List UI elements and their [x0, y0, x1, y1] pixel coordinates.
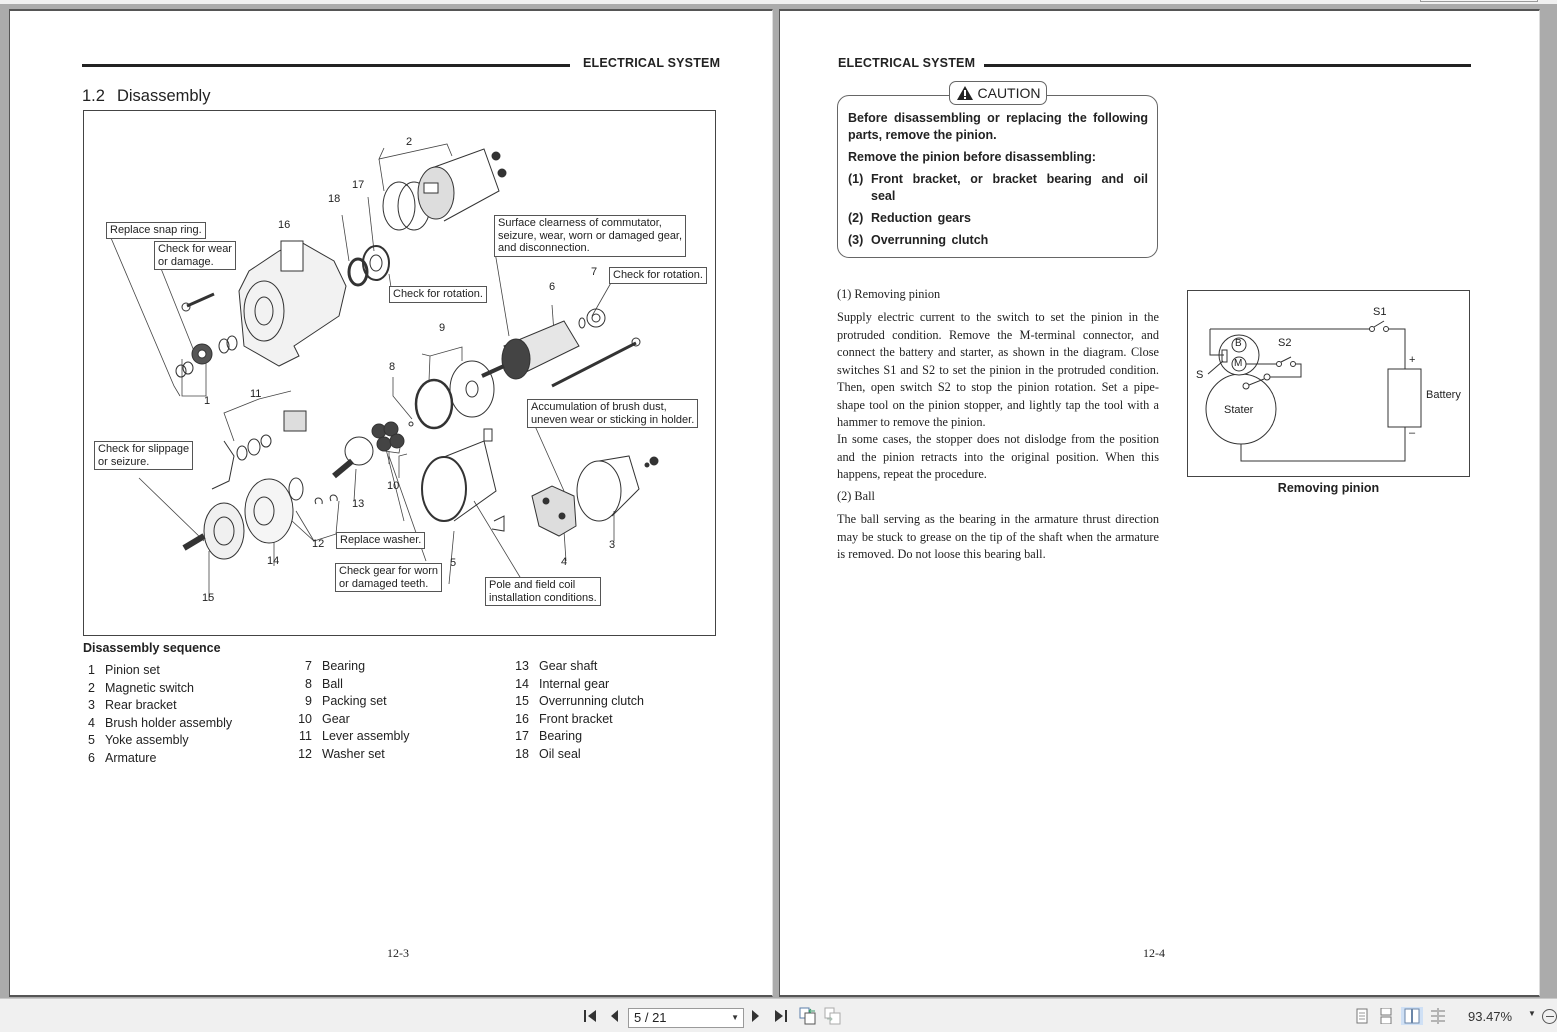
sequence-item: 10 Gear — [298, 711, 350, 726]
starter-exploded-drawing — [84, 111, 717, 637]
s1-contact — [1370, 327, 1375, 332]
callout-commutator: Surface clearness of commutator, seizure, wear, worn or damaged gear, and disconnection. — [494, 215, 686, 257]
sequence-item: 5 Yoke assembly — [88, 733, 189, 747]
continuous-facing-view-button[interactable] — [1428, 1007, 1448, 1025]
part-number-13: 13 — [352, 498, 365, 510]
zoom-level[interactable]: 93.47% — [1468, 1009, 1513, 1024]
s2-contact — [1291, 362, 1296, 367]
yoke-drawing — [422, 429, 504, 531]
page-number: 12-3 — [387, 946, 409, 960]
callout-check-gear: Check gear for worn or damaged teeth. — [335, 563, 442, 592]
figure-caption: Removing pinion — [1277, 481, 1380, 495]
page-12-3 — [9, 9, 773, 997]
part-number-12: 12 — [312, 538, 325, 550]
part-number-8: 8 — [389, 361, 396, 373]
label-s: S — [1196, 369, 1204, 381]
section-title: Disassembly — [116, 87, 211, 105]
caution-lead: Remove the pinion before disassembling: — [848, 150, 1096, 164]
sequence-item: 13 Gear shaft — [515, 659, 598, 673]
sequence-item: 16 Front bracket — [515, 711, 613, 726]
part-number-3: 3 — [609, 539, 616, 551]
single-page-icon — [1355, 1008, 1369, 1024]
section-number: 1.2 — [82, 87, 105, 105]
label-b: B — [1235, 338, 1242, 349]
go-back-icon — [799, 1007, 817, 1025]
part-number-14: 14 — [267, 555, 280, 567]
document-viewport[interactable] — [0, 4, 1557, 998]
part-number-17: 17 — [352, 179, 365, 191]
sequence-item: 7 Bearing — [305, 659, 366, 673]
label-plus: + — [1409, 354, 1416, 366]
step-1-heading: (1) Removing pinion — [837, 287, 941, 301]
running-header: ELECTRICAL SYSTEM — [583, 56, 721, 70]
magnetic-switch-drawing — [383, 149, 506, 230]
part-number-18: 18 — [328, 193, 341, 205]
step-2-text: The ball serving as the bearing in the armature thrust direction may be stuck to grease on the tip of the shaft when the armature is removed. Do not loose this bearing ball. — [837, 512, 1159, 561]
previous-page-icon — [608, 1009, 620, 1023]
sequence-title: Disassembly sequence — [83, 641, 221, 655]
continuous-facing-icon — [1430, 1008, 1446, 1024]
s1-to-battery — [1388, 329, 1405, 369]
warning-triangle-icon — [956, 85, 974, 101]
single-page-view-button[interactable] — [1352, 1007, 1372, 1025]
caution-item: (1) Front bracket, or bracket bearing and oil seal — [848, 172, 1148, 203]
continuous-page-icon — [1379, 1008, 1393, 1024]
caution-label: CAUTION — [949, 81, 1047, 105]
callout-check-wear: Check for wear or damage. — [154, 241, 236, 270]
s1-switch-blade — [1374, 321, 1384, 327]
front-bracket-drawing — [239, 241, 346, 366]
sequence-item: 12 Washer set — [298, 746, 385, 761]
callout-check-rotation-17: Check for rotation. — [389, 286, 487, 303]
caution-body — [848, 110, 1148, 254]
s2-contact — [1277, 362, 1282, 367]
callout-pole-field-coil: Pole and field coil installation conditions. — [485, 577, 601, 606]
zoom-out-icon[interactable] — [1542, 1009, 1557, 1024]
part-number-11: 11 — [250, 388, 262, 400]
rear-bracket-drawing — [577, 456, 658, 521]
battery-symbol — [1388, 369, 1421, 427]
label-s1: S1 — [1373, 306, 1387, 318]
sequence-item: 1 Pinion set — [88, 663, 160, 677]
caution-intro: Before disassembling or replacing the following parts, remove the pinion. — [848, 111, 1148, 142]
bolt-drawing — [187, 294, 214, 306]
part-number-1: 1 — [204, 395, 211, 407]
zoom-dropdown-icon[interactable]: ▼ — [1528, 1009, 1536, 1018]
part-number-15: 15 — [202, 592, 215, 604]
bearing-17-drawing — [363, 246, 389, 280]
sequence-item: 17 Bearing — [515, 729, 583, 743]
facing-view-button[interactable] — [1401, 1007, 1423, 1025]
wiring-schematic — [1188, 291, 1471, 478]
sequence-item: 6 Armature — [88, 750, 157, 765]
sequence-column-1 — [75, 663, 232, 768]
page-12-4 — [779, 9, 1540, 997]
part-number-16: 16 — [278, 219, 291, 231]
callout-replace-washer: Replace washer. — [336, 532, 425, 549]
label-s2: S2 — [1278, 337, 1292, 349]
callout-check-rotation-7: Check for rotation. — [609, 267, 707, 284]
pinion-drawing — [176, 336, 237, 377]
sequence-item: 4 Brush holder assembly — [88, 715, 233, 730]
step-1-text-2: In some cases, the stopper does not dislodge from the position and the pinion retracts into the original position. When this happens, repeat the procedure. — [837, 432, 1159, 481]
previous-page-button[interactable] — [604, 1007, 624, 1025]
go-back-button[interactable] — [798, 1007, 818, 1025]
dropdown-arrow-icon: ▼ — [731, 1013, 739, 1022]
callout-brush-dust: Accumulation of brush dust, uneven wear or sticking in holder. — [527, 399, 698, 428]
sequence-item: 11 Lever assembly — [299, 729, 410, 743]
first-page-icon — [582, 1009, 598, 1023]
header-rule — [984, 64, 1471, 67]
viewer-toolbar — [0, 998, 1557, 1032]
sequence-column-2 — [292, 659, 410, 764]
go-forward-button[interactable] — [823, 1007, 843, 1025]
switch-s-terminal — [1222, 350, 1227, 362]
step-2-heading: (2) Ball — [837, 489, 875, 503]
step-1-text: Supply electric current to the switch to set the pinion in the protruded condition. Remove the M-terminal connector, and connect the battery and starter, as shown in the diagram. Close switches S1 and S2 to set the pinion in the protruded condition. Then, open switch S2 to stop the pinion rotation. Set a pipe-shape tool on the pinion stopper, and lightly tap the tool with a hammer to remove the pinion. — [837, 310, 1159, 429]
label-starter: Stater — [1224, 404, 1254, 416]
part-number-6: 6 — [549, 281, 556, 293]
s2-return — [1270, 364, 1301, 377]
label-battery: Battery — [1426, 389, 1461, 401]
running-header: ELECTRICAL SYSTEM — [838, 56, 976, 70]
header-rule — [82, 64, 570, 67]
lever-assembly-drawing — [212, 411, 306, 489]
packing-drawing — [416, 380, 452, 428]
sequence-item: 18 Oil seal — [515, 746, 581, 761]
sequence-item: 15 Overrunning clutch — [515, 694, 644, 708]
sequence-item: 8 Ball — [305, 676, 343, 691]
sequence-item: 9 Packing set — [305, 694, 387, 708]
facing-pages-icon — [1404, 1008, 1420, 1024]
section-heading — [82, 87, 210, 106]
caution-item: (3) Overrunning clutch — [848, 233, 989, 247]
caution-item: (2) Reduction gears — [848, 211, 971, 225]
continuous-view-button[interactable] — [1376, 1007, 1396, 1025]
part-number-5: 5 — [450, 557, 457, 569]
page-number: 12-4 — [1143, 946, 1165, 960]
sequence-item: 3 Rear bracket — [88, 698, 177, 712]
part-number-2: 2 — [406, 136, 413, 148]
label-minus: – — [1409, 427, 1416, 439]
callout-slippage: Check for slippage or seizure. — [94, 441, 193, 470]
next-page-button[interactable] — [746, 1007, 766, 1025]
next-page-icon — [750, 1009, 762, 1023]
last-page-button[interactable] — [771, 1007, 791, 1025]
ball-drawing — [409, 422, 413, 426]
go-forward-icon — [824, 1007, 842, 1025]
callout-replace-snap-ring: Replace snap ring. — [106, 222, 206, 239]
page-selector[interactable]: 5 / 21 ▼ — [628, 1008, 744, 1028]
label-m: M — [1234, 358, 1243, 369]
part-number-4: 4 — [561, 556, 568, 568]
sequence-item: 2 Magnetic switch — [88, 680, 194, 695]
circuit-diagram — [1187, 290, 1470, 477]
last-page-icon — [773, 1009, 789, 1023]
sequence-column-3 — [509, 659, 644, 764]
sequence-item: 14 Internal gear — [515, 676, 610, 691]
armature-drawing — [482, 309, 640, 454]
exploded-view-figure — [83, 110, 716, 636]
s-leader — [1208, 361, 1223, 374]
first-page-button[interactable] — [580, 1007, 600, 1025]
s2-switch-blade — [1281, 357, 1291, 362]
part-number-9: 9 — [439, 322, 446, 334]
part-number-7: 7 — [591, 266, 598, 278]
part-number-10: 10 — [387, 480, 400, 492]
s1-contact — [1384, 327, 1389, 332]
brush-holder-drawing — [532, 486, 576, 536]
title-box — [1420, 0, 1538, 2]
caution-box — [837, 85, 1158, 258]
